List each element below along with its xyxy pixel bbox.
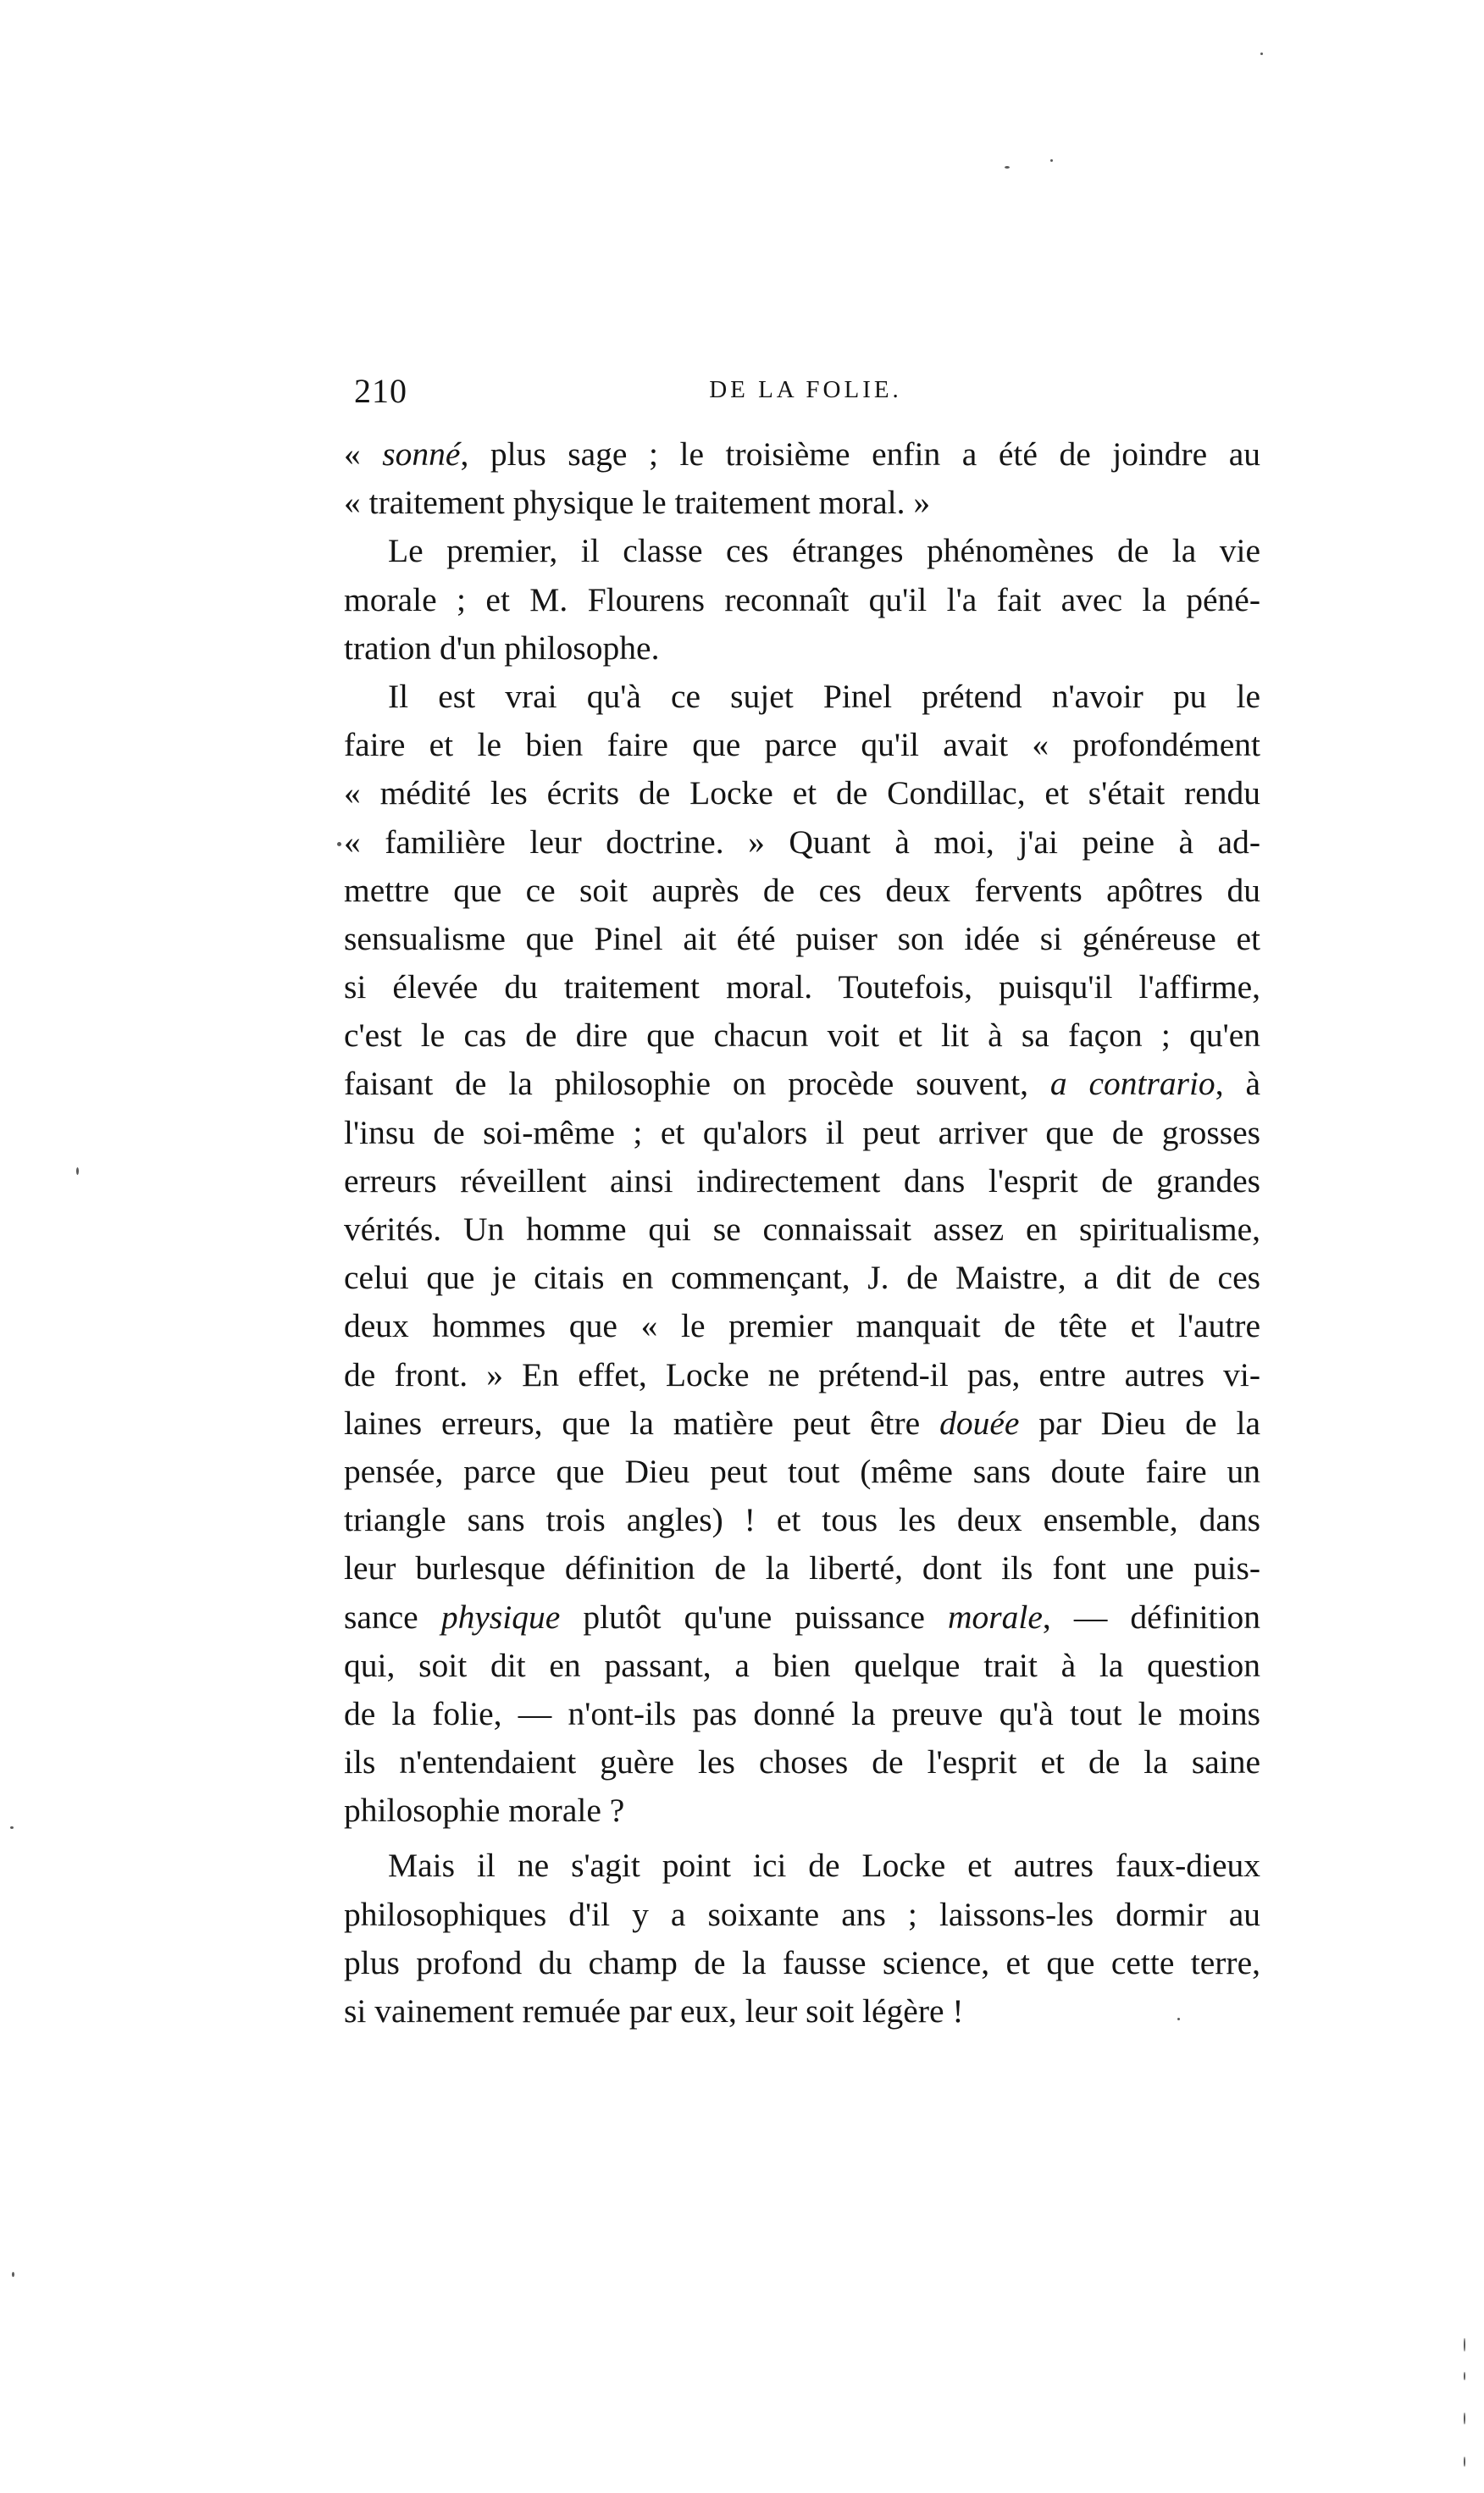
text-run: l'insu de soi-même ; et qu'alors il peut arriver que de grosses [344, 1113, 1260, 1151]
scan-speck [1050, 159, 1053, 162]
text-line [344, 430, 1260, 479]
text-run: faisant de la philosophie on procède souvent, [344, 1065, 1050, 1103]
text-run: Il est vrai qu'à ce sujet Pinel prétend n'avoir pu le [388, 677, 1260, 715]
text-run: , à [1215, 1065, 1260, 1103]
text-run: si élevée du traitement moral. Toutefois, puisqu'il l'affirme, [344, 968, 1260, 1006]
text-run: qui, soit dit en passant, a bien quelque trait à la question [344, 1646, 1260, 1684]
text-run: « familière leur doctrine. » Quant à moi, j'ai peine à ad- [344, 823, 1260, 861]
text-run: morale ; et M. Flourens reconnaît qu'il l'a fait avec la péné- [344, 580, 1260, 618]
scan-speck [1464, 2338, 1465, 2352]
scan-speck [1464, 2372, 1465, 2380]
text-run: Le premier, il classe ces étranges phénomènes de la vie [388, 532, 1260, 570]
text-run: erreurs réveillent ainsi indirectement dans l'esprit de grandes [344, 1161, 1260, 1199]
text-run: celui que je citais en commençant, J. de Maistre, a dit de ces [344, 1259, 1260, 1297]
text-line [344, 1302, 1260, 1350]
text-run: , — définition [1042, 1598, 1261, 1636]
scan-speck [337, 842, 341, 846]
text-run: sance [344, 1598, 441, 1636]
text-run: sensualisme que Pinel ait été puiser son idée si généreuse et [344, 919, 1260, 957]
running-head: DE LA FOLIE. [709, 376, 902, 403]
scan-speck [1464, 2457, 1465, 2467]
text-line [344, 1109, 1260, 1157]
text-run: triangle sans trois angles) ! et tous les deux ensemble, dans [344, 1501, 1260, 1539]
text-run: plus profond du champ de la fausse science, et que cette terre, [344, 1943, 1260, 1981]
text-line [344, 576, 1260, 624]
text-run: , plus sage ; le troisième enfin a été de joindre au [460, 435, 1260, 473]
text-run: plutôt qu'une puissance [560, 1598, 948, 1636]
text-line [344, 673, 1260, 721]
text-line [344, 1448, 1260, 1496]
scan-speck [12, 2272, 14, 2277]
page-number: 210 [354, 372, 407, 410]
text-line [344, 1496, 1260, 1544]
scan-speck [10, 1826, 14, 1829]
paragraph-gap [344, 1835, 1260, 1842]
text-run: deux hommes que « le premier manquait de tête et l'autre [344, 1307, 1260, 1345]
text-run: « traitement physique le traitement moral. » [344, 484, 931, 522]
text-line [344, 1690, 1260, 1738]
italic-phrase: douée [939, 1404, 1020, 1442]
text-run: mettre que ce soit auprès de ces deux fervents apôtres du [344, 871, 1260, 909]
text-line [344, 1787, 1260, 1835]
italic-phrase: morale [947, 1598, 1043, 1636]
text-line [344, 1939, 1260, 1987]
italic-phrase: physique [440, 1598, 561, 1636]
text-run: leur burlesque définition de la liberté, dont ils font une puis- [344, 1549, 1260, 1587]
text-run: tration d'un philosophe. [344, 629, 660, 667]
text-run: vérités. Un homme qui se connaissait assez en spiritualisme, [344, 1210, 1260, 1248]
text-line [344, 1157, 1260, 1205]
page-header [354, 371, 1257, 418]
text-run: c'est le cas de dire que chacun voit et lit à sa façon ; qu'en [344, 1017, 1260, 1055]
text-run: de front. » En effet, Locke ne prétend-il pas, entre autres vi- [344, 1355, 1260, 1393]
text-line [344, 527, 1260, 575]
scan-speck [1005, 166, 1010, 169]
text-line [344, 721, 1260, 769]
text-run: philosophiques d'il y a soixante ans ; laissons-les dormir au [344, 1895, 1260, 1933]
scan-speck [76, 1167, 79, 1175]
text-line [344, 1544, 1260, 1593]
text-run: de la folie, — n'ont-ils pas donné la preuve qu'à tout le moins [344, 1694, 1260, 1732]
italic-phrase: sonné [382, 435, 461, 473]
text-line [344, 1987, 1260, 2036]
text-line [344, 1399, 1260, 1448]
text-run: par Dieu de la [1019, 1404, 1260, 1442]
text-run: si vainement remuée par eux, leur soit légère ! [344, 1992, 964, 2030]
text-line [344, 867, 1260, 915]
text-line [344, 818, 1260, 867]
text-line [344, 1891, 1260, 1939]
text-line [344, 1593, 1260, 1642]
italic-phrase: a contrario [1049, 1065, 1215, 1103]
text-line [344, 479, 1260, 527]
text-line [344, 963, 1260, 1011]
text-run: faire et le bien faire que parce qu'il avait « profondément [344, 726, 1260, 764]
text-run: « médité les écrits de Locke et de Condillac, et s'était rendu [344, 774, 1260, 812]
text-line [344, 1842, 1260, 1890]
body-text [344, 430, 1260, 2036]
text-run: « [344, 435, 383, 473]
text-line [344, 769, 1260, 817]
text-line [344, 1351, 1260, 1399]
scan-speck [1260, 53, 1263, 55]
text-line [344, 915, 1260, 963]
text-line [344, 1254, 1260, 1302]
text-run: ils n'entendaient guère les choses de l'esprit et de la saine [344, 1743, 1260, 1781]
scan-speck [1177, 2018, 1180, 2020]
text-line [344, 624, 1260, 673]
text-line [344, 1642, 1260, 1690]
text-run: philosophie morale ? [344, 1792, 625, 1830]
text-run: pensée, parce que Dieu peut tout (même sans doute faire un [344, 1452, 1260, 1490]
text-line [344, 1738, 1260, 1787]
text-run: laines erreurs, que la matière peut être [344, 1404, 940, 1442]
text-line [344, 1060, 1260, 1108]
text-run: Mais il ne s'agit point ici de Locke et autres faux-dieux [388, 1847, 1260, 1885]
scan-speck [1464, 2413, 1465, 2424]
text-line [344, 1205, 1260, 1254]
text-line [344, 1011, 1260, 1060]
